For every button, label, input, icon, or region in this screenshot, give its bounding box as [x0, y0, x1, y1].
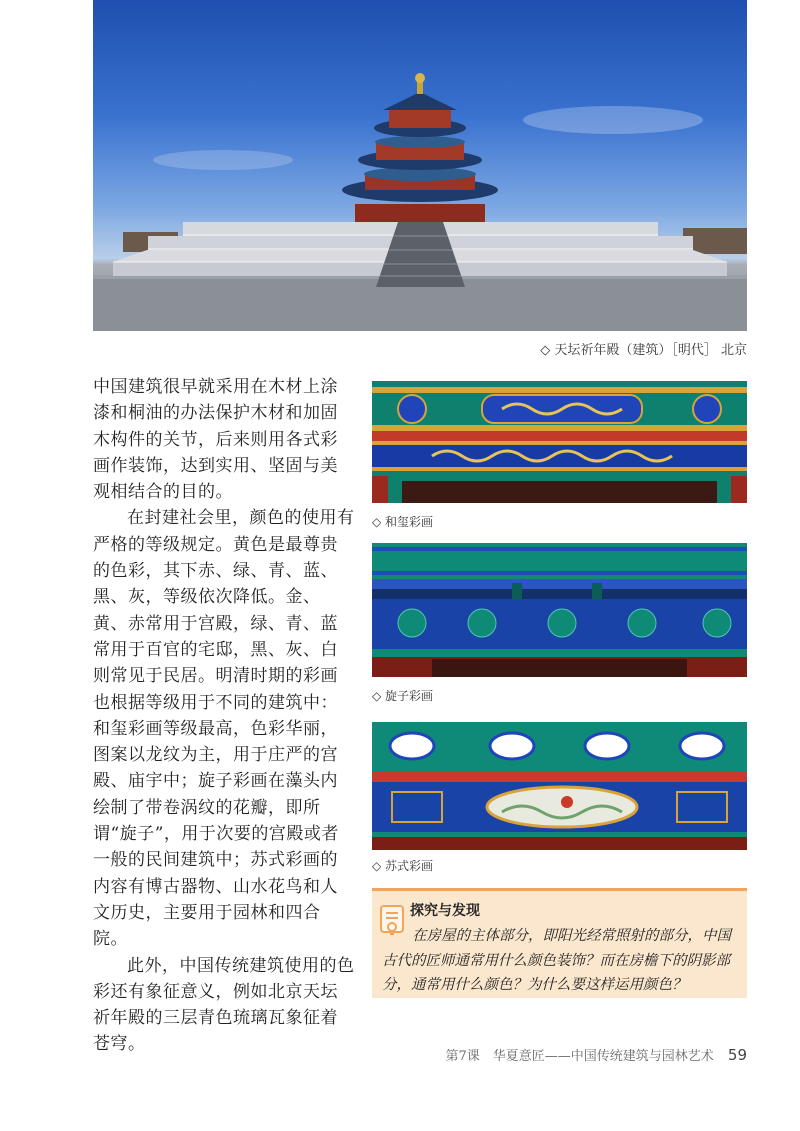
lesson-title: 第7课 华夏意匠——中国传统建筑与园林艺术 [445, 1049, 714, 1064]
sushi-painting-photo [372, 722, 747, 850]
page-footer [445, 1045, 747, 1064]
hero-caption: ◇ 天坛祈年殿（建筑）［明代］ 北京 [540, 343, 747, 358]
xuanzi-caption: ◇ 旋子彩画 [372, 689, 434, 703]
hexi-painting-illustration [372, 381, 747, 503]
sushi-painting-illustration [372, 722, 747, 850]
explore-discover-box [372, 888, 747, 998]
explore-title: 探究与发现 [410, 903, 480, 919]
paragraph-2: 在封建社会里，颜色的使用有严格的等级规定。黄色是最尊贵的色彩，其下赤、绿、青、蓝、黑、灰，等级依次降低。金、黄、赤常用于宫殿，绿、青、蓝常用于百官的宅邸，黑、灰、白则常见于民居。明清时期的彩画也根据等级用于不同的建筑中：和玺彩画等级最高，色彩华丽，图案以龙纹为主，用于庄严的宫殿、庙宇中；旋子彩画在藻头内绘制了带卷涡纹的花瓣，即所谓“旋子”，用于次要的宫殿或者一般的民间建筑中；苏式彩画的内容有博古器物、山水花鸟和人文历史，主要用于园林和四合院。 [93, 508, 355, 950]
paragraph-1: 中国建筑很早就采用在木材上涂漆和桐油的办法保护木材和加固木构件的关节，后来则用各式彩画作装饰，达到实用、坚固与美观相结合的目的。 [93, 377, 338, 503]
hero-photo-temple-of-heaven [93, 0, 747, 331]
sushi-caption: ◇ 苏式彩画 [372, 859, 434, 873]
explore-text: 在房屋的主体部分，即阳光经常照射的部分，中国古代的匠师通常用什么颜色装饰？而在房檐下的阴影部分，通常用什么颜色？为什么要这样运用颜色？ [382, 928, 731, 993]
page-number: 59 [727, 1046, 747, 1064]
xuanzi-painting-photo [372, 543, 747, 677]
hexi-caption: ◇ 和玺彩画 [372, 515, 434, 529]
temple-illustration [93, 0, 747, 331]
paragraph-3: 此外，中国传统建筑使用的色彩还有象征意义，例如北京天坛祈年殿的三层青色琉璃瓦象征着苍穹。 [93, 955, 355, 1055]
hexi-painting-photo [372, 381, 747, 503]
body-text [93, 374, 355, 1058]
xuanzi-painting-illustration [372, 543, 747, 677]
